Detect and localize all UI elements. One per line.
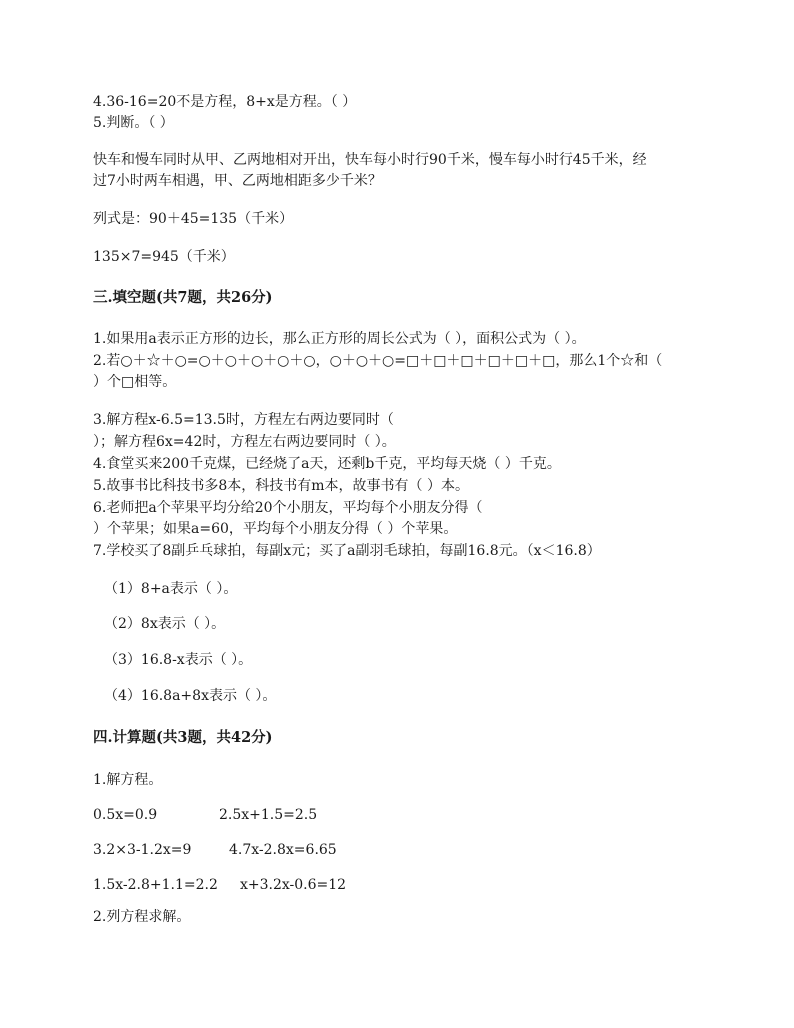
- fill-q6-line-1: 6.老师把a个苹果平均分给20个小朋友，平均每个小朋友分得（: [93, 500, 483, 516]
- calc-q1: 1.解方程。: [93, 772, 163, 788]
- fill-q6-line-2: ）个苹果；如果a=60，平均每个小朋友分得（ ）个苹果。: [93, 521, 458, 537]
- section-4-title: 四.计算题(共3题，共42分): [93, 729, 273, 746]
- calc-q2: 2.列方程求解。: [93, 909, 191, 925]
- equation-1b: 2.5x+1.5=2.5: [219, 807, 318, 823]
- word-problem-line-2: 过7小时两车相遇，甲、乙两地相距多少千米？: [93, 173, 382, 189]
- fill-q7-sub-2: （2）8x表示（ ）。: [104, 616, 226, 632]
- fill-q3-line-2: ）；解方程6x=42时，方程左右两边要同时（ ）。: [93, 434, 396, 450]
- question-5-judge: 5.判断。（ ）: [93, 115, 174, 131]
- fill-q7-sub-4: （4）16.8a+8x表示（ ）。: [104, 688, 277, 704]
- word-problem-step-1: 列式是：90＋45=135（千米）: [93, 211, 294, 227]
- equation-2b: 4.7x-2.8x=6.65: [229, 842, 337, 858]
- question-4-judge: 4.36-16=20不是方程，8+x是方程。（ ）: [93, 94, 357, 110]
- fill-q2-line-2: ）个□相等。: [93, 374, 177, 390]
- fill-q3-line-1: 3.解方程x-6.5=13.5时，方程左右两边要同时（: [93, 412, 394, 428]
- fill-q2-line-1: 2.若○＋☆＋○=○＋○＋○＋○＋○，○＋○＋○=□＋□＋□＋□＋□＋□，那么1个☆和（: [93, 353, 663, 369]
- section-3-title: 三.填空题(共7题，共26分): [93, 289, 273, 306]
- fill-q7-sub-1: （1）8+a表示（ ）。: [104, 581, 238, 597]
- fill-q7-sub-3: （3）16.8-x表示（ ）。: [104, 652, 253, 668]
- equation-3a: 1.5x-2.8+1.1=2.2: [93, 877, 218, 893]
- word-problem-step-2: 135×7=945（千米）: [93, 249, 235, 265]
- equation-2a: 3.2×3-1.2x=9: [93, 842, 192, 858]
- fill-q1: 1.如果用a表示正方形的边长，那么正方形的周长公式为（ ），面积公式为（ ）。: [93, 331, 586, 347]
- equation-3b: x+3.2x-0.6=12: [240, 877, 347, 893]
- fill-q4: 4.食堂买来200千克煤，已经烧了a天，还剩b千克，平均每天烧（ ）千克。: [93, 456, 561, 472]
- word-problem-line-1: 快车和慢车同时从甲、乙两地相对开出，快车每小时行90千米，慢车每小时行45千米，经: [93, 152, 647, 168]
- fill-q7: 7.学校买了8副乒乓球拍，每副x元；买了a副羽毛球拍，每副16.8元。（x＜16.8）: [93, 543, 601, 559]
- equation-1a: 0.5x=0.9: [93, 807, 158, 823]
- fill-q5: 5.故事书比科技书多8本，科技书有m本，故事书有（ ）本。: [93, 478, 469, 494]
